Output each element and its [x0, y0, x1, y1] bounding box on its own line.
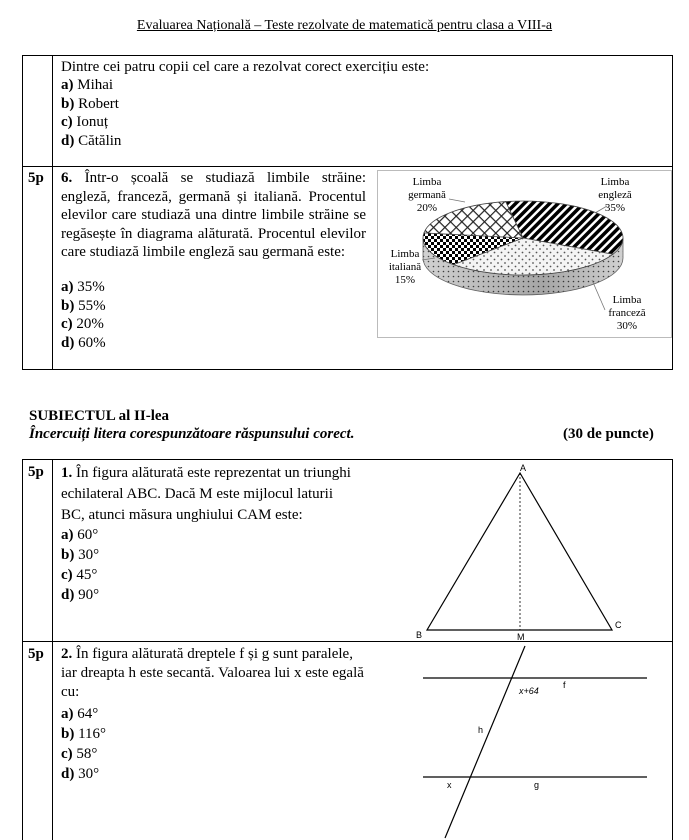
- section-points: (30 de puncte): [563, 426, 654, 442]
- answer-option[interactable]: b) Robert: [61, 95, 119, 112]
- section-instruction: Încercuiți litera corespunzătoare răspunsului corect.: [29, 426, 355, 442]
- s2q1-answers: [61, 525, 99, 605]
- answer-option[interactable]: d) 30°: [61, 766, 100, 782]
- table1-left-border: [22, 55, 23, 370]
- answer-option[interactable]: a) 60°: [61, 527, 99, 543]
- secant-h: [445, 646, 525, 838]
- table2-right-border: [672, 459, 673, 840]
- pie-label-engleza: Limba engleză 35%: [598, 176, 632, 214]
- section-title: SUBIECTUL al II-lea: [29, 408, 170, 424]
- s2q1-text: 1. În figura alăturată este reprezentat un triunghi echilateral ABC. Dacă M este mijlocul laturii BC, atunci măsura unghiului CAM este:: [61, 465, 351, 523]
- q6-text: 6. Într-o școală se studiază limbile străine: engleză, franceză, germană și italiană. Procentul elevilor care studiază una dintre limbile străine se regăsește în diagrama alăturată. Procentul elevilor care studiază limbile engleză sau germană este:: [61, 170, 366, 261]
- answer-option[interactable]: c) Ionuț: [61, 114, 109, 131]
- answer-option[interactable]: c) 58°: [61, 746, 98, 762]
- angle-label-top: x+64: [519, 686, 539, 696]
- table1-col-divider: [52, 55, 53, 370]
- triangle-abc: [427, 473, 612, 630]
- table2-left-border: [22, 459, 23, 840]
- answer-option[interactable]: b) 30°: [61, 547, 100, 563]
- s2q2-answers: [61, 704, 106, 784]
- pie-label-franceza: Limba franceză 30%: [608, 294, 646, 332]
- vertex-label-b: B: [416, 630, 423, 640]
- table2-col-divider: [52, 459, 53, 840]
- vertex-label-a: A: [520, 463, 527, 473]
- table1-bottom-border: [22, 369, 673, 370]
- line-label-g: g: [534, 780, 540, 790]
- q6-answers: [61, 278, 106, 352]
- answer-option[interactable]: d) 60%: [61, 334, 106, 351]
- midpoint-label-m: M: [517, 632, 525, 642]
- answer-option[interactable]: d) 90°: [61, 587, 100, 603]
- q5-tail-text: Dintre cei patru copii cel care a rezolvat corect exercițiu este:: [61, 59, 430, 75]
- angle-label-x: x: [447, 780, 452, 790]
- q5-answers: [61, 76, 121, 150]
- pie-label-italiana: Limba italiană 15%: [388, 248, 422, 286]
- s2q2-text: 2. În figura alăturată dreptele f și g sunt paralele, iar dreapta h este secantă. Valoarea lui x este egală cu:: [61, 646, 364, 700]
- page-header: Evaluarea Națională – Teste rezolvate de matematică pentru clasa a VIII-a: [136, 18, 553, 33]
- points-label: 5p: [28, 170, 44, 186]
- table1-top-border: [22, 55, 673, 56]
- line-label-h: h: [478, 725, 484, 735]
- pie-label-germana: Limba germană 20%: [408, 176, 446, 214]
- table1-row-divider: [22, 166, 673, 167]
- triangle-figure: [410, 460, 630, 642]
- answer-option[interactable]: a) 64°: [61, 706, 99, 722]
- answer-option[interactable]: c) 20%: [61, 316, 104, 333]
- line-label-f: f: [563, 680, 566, 690]
- answer-option[interactable]: b) 55%: [61, 297, 106, 314]
- parallel-lines-figure: [415, 642, 655, 840]
- table1-right-border: [672, 55, 673, 370]
- answer-option[interactable]: a) 35%: [61, 279, 105, 295]
- answer-option[interactable]: d) Cătălin: [61, 132, 122, 149]
- pie-slices-group: [423, 201, 623, 295]
- answer-option[interactable]: c) 45°: [61, 567, 98, 583]
- answer-option[interactable]: a) Mihai: [61, 77, 114, 93]
- vertex-label-c: C: [615, 620, 622, 630]
- answer-option[interactable]: b) 116°: [61, 726, 107, 742]
- points-label: 5p: [28, 464, 44, 480]
- points-label: 5p: [28, 646, 44, 662]
